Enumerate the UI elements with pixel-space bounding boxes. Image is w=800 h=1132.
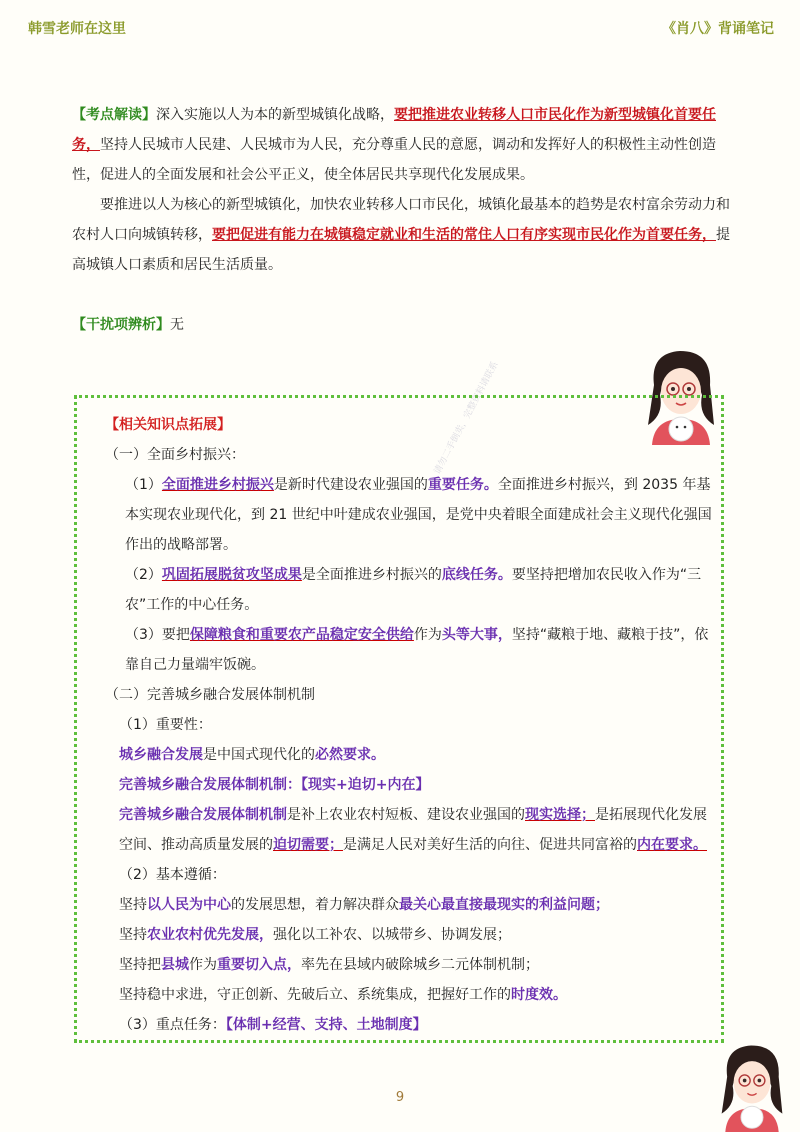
page-number: 9 xyxy=(395,1090,405,1105)
analysis-paragraph-1 xyxy=(72,100,734,190)
knowledge-content xyxy=(97,410,719,1040)
distractor-section xyxy=(72,310,734,340)
section-1-item-2 xyxy=(97,560,719,620)
distractor-value: 无 xyxy=(170,317,184,333)
section-2-heading: （二）完善城乡融合发展体制机制 xyxy=(105,687,315,703)
keyword: 城乡融合发展 xyxy=(119,747,203,763)
section-2-bullet-4 xyxy=(97,980,719,1010)
section-1-item-1 xyxy=(97,470,719,560)
item-text: 作为 xyxy=(413,627,442,643)
keyword: 完善城乡融合发展体制机制 xyxy=(119,807,287,823)
header-right-title: 《肖八》背诵笔记 xyxy=(662,21,774,37)
item-text: 是全面推进乡村振兴的 xyxy=(301,567,442,583)
analysis-section xyxy=(72,100,734,280)
item-text: 是满足人民对美好生活的向往、促进共同富裕的 xyxy=(343,837,637,853)
item-text: 是拓展现代化发展空间、推动高质量发展的 xyxy=(119,807,707,853)
analysis-text: 深入实施以人为本的新型城镇化战略， xyxy=(156,107,394,123)
keyword: 底线任务。 xyxy=(441,567,512,583)
section-1-heading: （一）全面乡村振兴： xyxy=(105,447,245,463)
item-text: 作为 xyxy=(189,957,217,973)
item-number: （3）要把 xyxy=(125,627,190,643)
keyword: 以人民为中心 xyxy=(147,897,231,913)
keyword: 重要任务。 xyxy=(427,477,498,493)
item-text: 是补上农业农村短板、建设农业强国的 xyxy=(287,807,525,823)
section-2-item-2: （2）基本遵循： xyxy=(119,867,226,883)
section-2-line-3 xyxy=(97,800,719,860)
analysis-text: 坚持人民城市人民建、人民城市为人民，充分尊重人民的意愿，调动和发挥好人的积极性主动性创造性，促进人的全面发展和社会公平正义，使全体居民共享现代化发展成果。 xyxy=(72,137,716,183)
section-2-item-3 xyxy=(97,1010,719,1040)
keyword: 县城 xyxy=(161,957,189,973)
keyword: 必然要求。 xyxy=(315,747,385,763)
section-2-bullet-1 xyxy=(97,890,719,920)
keyword: 巩固拓展脱贫攻坚成果 xyxy=(161,567,302,583)
item-text: 是新时代建设农业强国的 xyxy=(273,477,428,493)
item-text: 强化以工补农、以城带乡、协调发展； xyxy=(273,927,511,943)
keyword: 全面推进乡村振兴 xyxy=(161,477,274,493)
item-text: 的发展思想，着力解决群众 xyxy=(231,897,399,913)
analysis-text: 提高城镇人口素质和居民生活质量。 xyxy=(72,227,730,273)
keyword: 保障粮食和重要农产品稳定安全供给 xyxy=(189,627,414,643)
section-1-item-3 xyxy=(97,620,719,680)
item-text: 坚持“藏粮于地、藏粮于技”，依靠自己力量端牢饭碗。 xyxy=(125,627,709,673)
keyword: 最关心最直接最现实的利益问题； xyxy=(399,897,609,913)
item-text: 坚持 xyxy=(119,897,147,913)
header-left-title: 韩雪老师在这里 xyxy=(28,21,126,37)
keyword: 现实选择； xyxy=(525,807,595,823)
keyword: 重要切入点， xyxy=(217,957,301,973)
item-text: 坚持稳中求进，守正创新、先破后立、系统集成，把握好工作的 xyxy=(119,987,511,1003)
item-text: 要坚持把增加农民收入作为“三农”工作的中心任务。 xyxy=(125,567,702,613)
analysis-label: 【考点解读】 xyxy=(72,107,156,123)
teacher-avatar-icon xyxy=(712,1040,792,1132)
distractor-label: 【干扰项辨析】 xyxy=(72,317,170,333)
section-2-line-1 xyxy=(97,740,719,770)
watermark: 请勿二手倒卖，完整资料请联系 xyxy=(432,360,501,477)
item-number: （2） xyxy=(125,567,162,583)
item-text: 全面推进乡村振兴，到 2035 年基本实现农业现代化，到 21 世纪中叶建成农业强国，是党中央着眼全面建成社会主义现代化强国作出的战略部署。 xyxy=(125,477,712,553)
section-2-bullet-2 xyxy=(97,920,719,950)
analysis-paragraph-2 xyxy=(72,190,734,280)
keyword: 迫切需要； xyxy=(273,837,343,853)
keyword: 农业农村优先发展， xyxy=(147,927,273,943)
section-2-line-2: 完善城乡融合发展体制机制：【现实+迫切+内在】 xyxy=(119,777,430,793)
analysis-text: 要推进以人为核心的新型城镇化，加快农业转移人口市民化，城镇化最基本的趋势是农村富余劳动力和农村人口向城镇转移， xyxy=(72,197,730,243)
keyword: 内在要求。 xyxy=(637,837,707,853)
item-text: 坚持把 xyxy=(119,957,161,973)
item-text: 是中国式现代化的 xyxy=(203,747,315,763)
item-text: （3）重点任务： xyxy=(119,1017,226,1033)
section-2-bullet-3 xyxy=(97,950,719,980)
analysis-emphasis: 要把促进有能力在城镇稳定就业和生活的常住人口有序实现市民化作为首要任务， xyxy=(212,227,716,243)
keyword: 时度效。 xyxy=(511,987,567,1003)
item-text: 率先在县域内破除城乡二元体制机制； xyxy=(301,957,539,973)
section-2-item-1: （1）重要性： xyxy=(119,717,212,733)
knowledge-title: 【相关知识点拓展】 xyxy=(105,417,231,433)
analysis-emphasis: 要把推进农业转移人口市民化作为新型城镇化首要任务， xyxy=(72,107,716,153)
item-number: （1） xyxy=(125,477,162,493)
keyword: 【体制+经营、支持、土地制度】 xyxy=(225,1017,427,1033)
item-text: 坚持 xyxy=(119,927,147,943)
keyword: 头等大事， xyxy=(441,627,512,643)
